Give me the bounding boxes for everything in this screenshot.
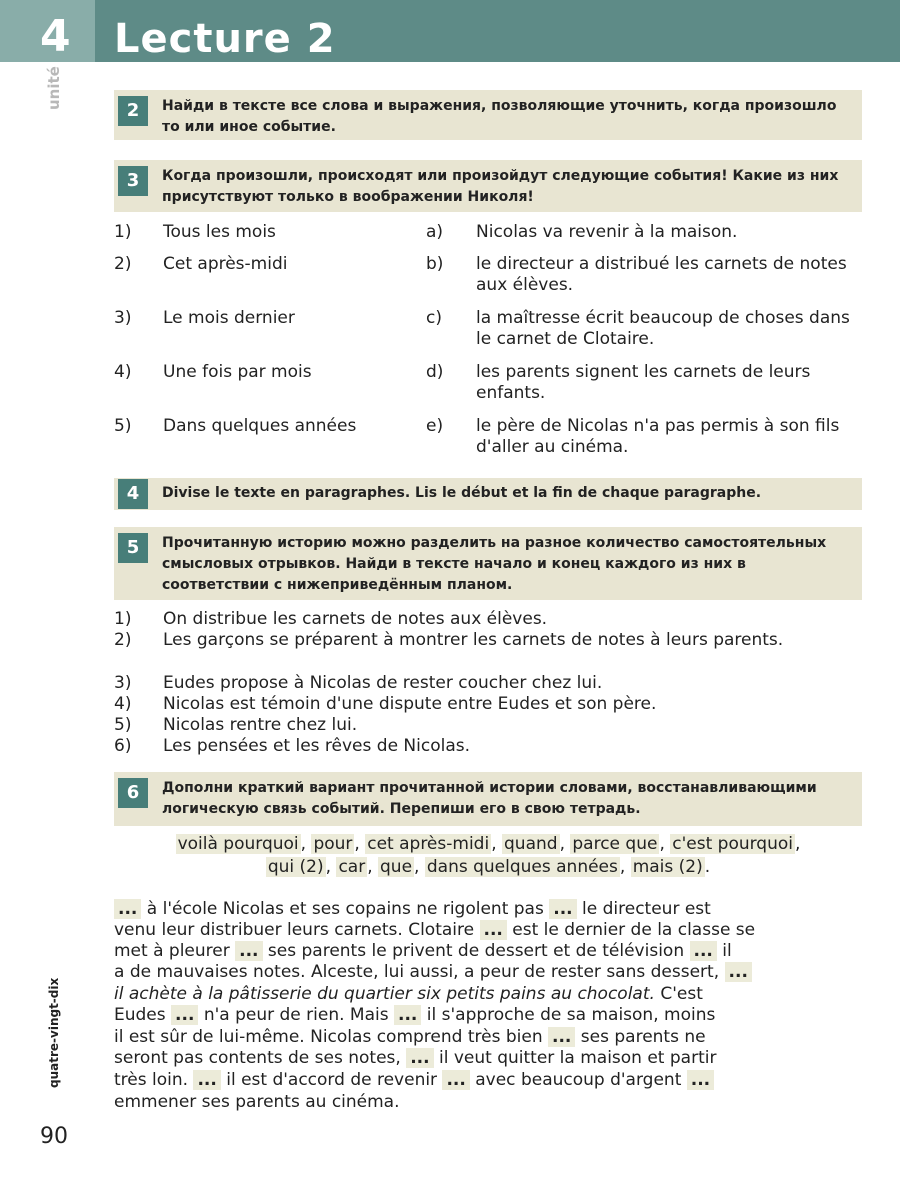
passage-line (114, 941, 859, 962)
list-item: Nicolas rentre chez lui. (163, 715, 358, 735)
task-4 (114, 478, 862, 510)
list-item: Cet après-midi (163, 254, 288, 274)
text-segment: venu leur distribuer leurs carnets. Clotaire (114, 920, 475, 940)
gap: ... (725, 962, 752, 982)
text-segment: emmener ses parents au cinéma. (114, 1092, 400, 1112)
page-side-text: quatre-vingt-dix (47, 977, 61, 1088)
word-bank: voilà pourquoi , pour , cet après-midi , quand , parce que , c'est pourquoi , qui (2) , car , que , dans quelques années , mais (2) . (177, 834, 801, 877)
list-item: On distribue les carnets de notes aux élèves. (163, 609, 548, 629)
word: quand (504, 834, 558, 854)
word: mais (2) (632, 857, 703, 877)
list-item: la maîtresse écrit beaucoup de choses dans le carnet de Clotaire. (476, 308, 850, 349)
word: que (380, 857, 413, 877)
list-item: Dans quelques années (163, 416, 357, 436)
list-item: Les garçons se préparent à montrer les carnets de notes à leurs parents. (163, 630, 784, 650)
word: pour (313, 834, 353, 854)
text-segment: Eudes (114, 1005, 166, 1025)
text-segment: il veut quitter la maison et partir (438, 1048, 717, 1068)
task-instruction: Найди в тексте все слова и выражения, позволяющие уточнить, когда произошло то или иное событие. (162, 98, 837, 135)
list-number: 4) (114, 694, 132, 714)
passage-line (114, 1027, 859, 1048)
list-number: 3) (114, 673, 132, 693)
list-item: le directeur a distribué les carnets de notes aux élèves. (476, 254, 847, 295)
list-item: Nicolas va revenir à la maison. (476, 222, 738, 242)
list-item: les parents signent les carnets de leurs enfants. (476, 362, 811, 403)
text-segment: il achète à la pâtisserie du quartier six petits pains au chocolat. (114, 984, 655, 1004)
list-item: le père de Nicolas n'a pas permis à son fils d'aller au cinéma. (476, 416, 840, 457)
list-item: Tous les mois (163, 222, 276, 242)
list-number: 3) (114, 308, 132, 328)
text-segment: ses parents ne (580, 1027, 706, 1047)
task-number: 4 (118, 479, 148, 509)
word: dans quelques années (426, 857, 618, 877)
list-number: 1) (114, 222, 132, 242)
gap: ... (549, 899, 576, 919)
text-segment: ses parents le privent de dessert et de télévision (267, 941, 685, 961)
task-instruction: Divise le texte en paragraphes. Lis le début et la fin de chaque paragraphe. (162, 485, 762, 501)
list-letter: a) (426, 222, 444, 242)
list-item: Nicolas est témoin d'une dispute entre Eudes et son père. (163, 694, 657, 714)
list-number: 5) (114, 715, 132, 735)
task-instruction: Прочитанную историю можно разделить на разное количество самостоятельных смысловых отрывков. Найди в тексте начало и конец каждого из них в соответствии с нижеприведённым планом. (162, 535, 827, 593)
gap: ... (193, 1070, 220, 1090)
gap: ... (406, 1048, 433, 1068)
text-segment: il (722, 941, 732, 961)
list-letter: b) (426, 254, 444, 274)
task-number: 5 (118, 533, 148, 563)
text-segment: met à pleurer (114, 941, 230, 961)
list-number: 5) (114, 416, 132, 436)
unit-side-label: unité (45, 66, 63, 110)
unit-number: 4 (40, 11, 71, 62)
task-number: 6 (118, 778, 148, 808)
text-segment: n'a peur de rien. Mais (203, 1005, 389, 1025)
text-segment: à l'école Nicolas et ses copains ne rigolent pas (146, 899, 544, 919)
task-instruction: Дополни краткий вариант прочитанной истории словами, восстанавливающими логическую связь событий. Перепиши его в свою тетрадь. (162, 780, 817, 817)
list-number: 6) (114, 736, 132, 756)
gap: ... (687, 1070, 714, 1090)
task-number: 3 (118, 166, 148, 196)
passage-line (114, 962, 859, 983)
passage-line (114, 1092, 859, 1113)
text-segment: très loin. (114, 1070, 189, 1090)
gap: ... (442, 1070, 469, 1090)
word: car (338, 857, 366, 877)
text-segment: il est d'accord de revenir (226, 1070, 438, 1090)
task-number: 2 (118, 96, 148, 126)
task-5 (114, 527, 862, 600)
task-6 (114, 772, 862, 826)
list-number: 1) (114, 609, 132, 629)
text-segment: a de mauvaises notes. Alceste, lui aussi, a peur de rester sans dessert, (114, 962, 720, 982)
task-instruction: Когда произошли, происходят или произойдут следующие события! Какие из них присутствуют только в воображении Николя! (162, 168, 839, 205)
list-number: 2) (114, 630, 132, 650)
list-item: Une fois par mois (163, 362, 312, 382)
text-segment: il s'approche de sa maison, moins (426, 1005, 716, 1025)
passage-line (114, 920, 859, 941)
passage-line (114, 1048, 859, 1069)
gap: ... (548, 1027, 575, 1047)
text-segment: seront pas contents de ses notes, (114, 1048, 401, 1068)
list-item: Eudes propose à Nicolas de rester coucher chez lui. (163, 673, 603, 693)
word: cet après-midi (367, 834, 490, 854)
page-title: Lecture 2 (114, 16, 336, 62)
gap: ... (394, 1005, 421, 1025)
text-segment: il est sûr de lui-même. Nicolas comprend très bien (114, 1027, 543, 1047)
word: voilà pourquoi (177, 834, 299, 854)
passage-line (114, 984, 859, 1005)
list-item: Le mois dernier (163, 308, 295, 328)
task-3 (114, 160, 862, 212)
word: parce que (572, 834, 658, 854)
text-segment: le directeur est (582, 899, 711, 919)
text-segment: C'est (660, 984, 703, 1004)
list-number: 2) (114, 254, 132, 274)
passage-line (114, 1070, 859, 1091)
list-letter: c) (426, 308, 442, 328)
list-item: Les pensées et les rêves de Nicolas. (163, 736, 471, 756)
task-2 (114, 90, 862, 140)
gap: ... (480, 920, 507, 940)
gap: ... (690, 941, 717, 961)
gap: ... (114, 899, 141, 919)
passage-line (114, 899, 859, 920)
page-number: 90 (40, 1124, 68, 1149)
word: qui (2) (267, 857, 324, 877)
text-segment: est le dernier de la classe se (512, 920, 756, 940)
text-segment: avec beaucoup d'argent (475, 1070, 682, 1090)
list-letter: e) (426, 416, 444, 436)
gap: ... (235, 941, 262, 961)
list-number: 4) (114, 362, 132, 382)
list-letter: d) (426, 362, 444, 382)
passage-line (114, 1005, 859, 1026)
gap: ... (171, 1005, 198, 1025)
word: c'est pourquoi (672, 834, 794, 854)
